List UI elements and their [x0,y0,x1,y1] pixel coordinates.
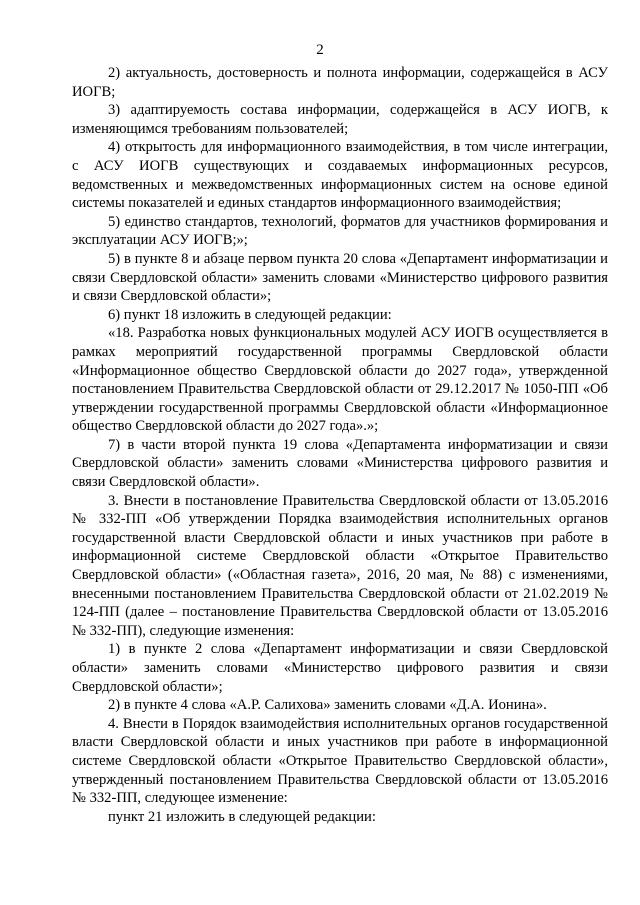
paragraph-item-5: 5) единство стандартов, технологий, форматов для участников формирования и эксплуатации АСУ ИОГВ;»; [72,213,608,249]
paragraph-amendment-5: 5) в пункте 8 и абзаце первом пункта 20 слова «Департамент информатизации и связи Свердловской области» заменить словами «Министерство цифрового развития и связи Свердловской области»; [72,250,608,305]
paragraph-point-18: «18. Разработка новых функциональных модулей АСУ ИОГВ осуществляется в рамках мероприятий государственной программы Свердловской области «Информационное общество Свердловской области до 2027 года», утвержденной постановлением Правительства Свердловской области от 29.12.2017 № 1050-ПП «Об утверждении государственной программы Свердловской области «Информационное общество Свердловской области до 2027 года».»; [72,325,608,435]
paragraph-amendment-6: 6) пункт 18 изложить в следующей редакции: [108,306,392,323]
document-body [72,64,608,826]
paragraph-amendment-7: 7) в части второй пункта 19 слова «Департамента информатизации и связи Свердловской области» заменить словами «Министерства цифрового развития и связи Свердловской области». [72,436,608,491]
paragraph-item-3: 3) адаптируемость состава информации, содержащейся в АСУ ИОГВ, к изменяющимся требованиям пользователей; [72,102,608,137]
page-number: 2 [316,42,324,58]
paragraph-section-3: 3. Внести в постановление Правительства Свердловской области от 13.05.2016 № 332-ПП «Об утверждении Порядка взаимодействия исполнительных органов государственной власти Свердловской области и иных участников при работе в информационной системе Свердловской области «Открытое Правительство Свердловской области» («Областная газета», 2016, 20 мая, № 88) с изменениями, внесенными постановлением Правительства Свердловской области от 21.02.2019 № 124-ПП (далее – постановление Правительства Свердловской области от 13.05.2016 № 332-ПП), следующие изменения: [72,492,608,639]
paragraph-section-3-item-2: 2) в пункте 4 слова «А.Р. Салихова» заменить словами «Д.А. Ионина». [108,697,547,714]
paragraph-section-3-item-1: 1) в пункте 2 слова «Департамент информатизации и связи Свердловской области» заменить словами «Министерство цифрового развития и связи Свердловской области»; [72,641,608,695]
paragraph-item-4: 4) открытость для информационного взаимодействия, в том числе интеграции, с АСУ ИОГВ существующих и создаваемых информационных ресурсов, ведомственных и межведомственных информационных систем на основе единой системы показателей и единых стандартов информационного взаимодействия; [72,139,608,212]
paragraph-point-21-intro: пункт 21 изложить в следующей редакции: [108,808,376,825]
paragraph-item-2: 2) актуальность, достоверность и полнота информации, содержащейся в АСУ ИОГВ; [72,65,608,100]
paragraph-section-4: 4. Внести в Порядок взаимодействия исполнительных органов государственной власти Свердловской области и иных участников при работе в информационной системе Свердловской области «Открытое Правительство Свердловской области», утвержденный постановлением Правительства Свердловской области от 13.05.2016 № 332-ПП, следующее изменение: [72,715,608,807]
